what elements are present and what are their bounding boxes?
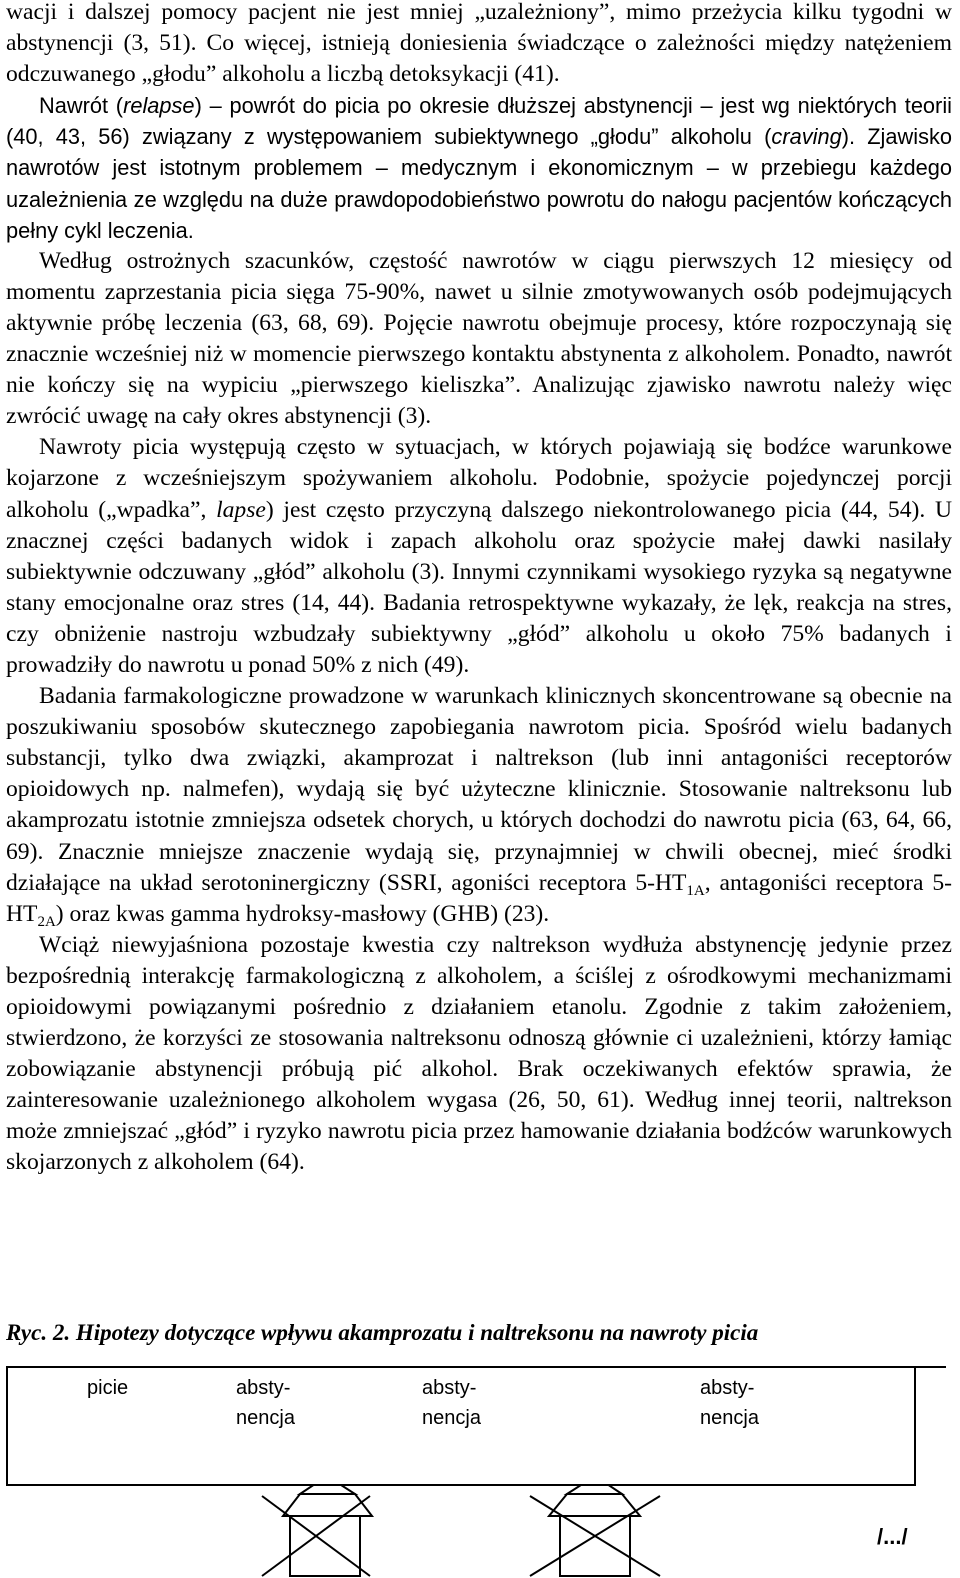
figure-caption: Ryc. 2. Hipotezy dotyczące wpływu akamprozatu i naltreksonu na nawroty picia bbox=[6, 1320, 759, 1345]
figure-label-abstinence-3: absty- nencja bbox=[700, 1377, 759, 1429]
text-run: wacji i dalszej pomocy pacjent nie jest mniej „uzależniony”, mimo przeżycia kilku tygodni w abstynencji (3, 51). Co więcej, istnieją doniesienia świadczące o zależności między natężeniem odczuwanego „głodu” alkoholu a liczbą detoksykacji (41). bbox=[6, 0, 952, 88]
paragraph bbox=[6, 432, 952, 681]
paragraph bbox=[6, 0, 952, 90]
text-run: ). Zjawisko nawrotów jest istotnym problemem – medycznym i ekonomicznym – w przebiegu każdego uzależnienia ze względu na duże prawdopodobieństwo powrotu do nałogu pacjentów kończących pełny cykl leczenia. bbox=[6, 124, 952, 243]
subscript: 2A bbox=[37, 913, 56, 930]
paragraph bbox=[6, 681, 952, 930]
subscript: 1A bbox=[686, 882, 705, 899]
text-run: , antagoniści receptora 5-HT bbox=[6, 869, 952, 927]
text-run: ) jest często przyczyną dalszego niekontrolowanego picia (44, 54). U znacznej części badanych widok i zapach alkoholu oraz spożycie małej dawki nasilały subiektywnie odczuwany „głód” alkoholu (3). Innymi czynnikami wysokiego ryzyka są negatywne stany emocjonalne oraz stres (14, 44). Badania retrospektywne wykazały, że lęk, reakcja na stres, czy obniżenie nastroju wzbudzały subiektywny „głód” alkoholu u około 75% badanych i prowadziły do nawrotu u ponad 50% z nich (49). bbox=[6, 496, 953, 678]
italic-term: lapse bbox=[216, 496, 266, 523]
text-run: Wciąż niewyjaśniona pozostaje kwestia czy naltrekson wydłuża abstynencję jedynie przez bezpośrednią interakcję farmakologiczną z alkoholem, a ściślej z ośrodkowymi mechanizmami opioidowymi powiązanymi pośrednio z działaniem etanolu. Zgodnie z takim założeniem, stwierdzono, że korzyści ze stosowania naltreksonu odnoszą głównie ci uzależnieni, którzy łamiąc zobowiązanie abstynencji próbują pić alkohol. Brak oczekiwanych efektów sprawia, że zainteresowanie uzależnionego alkoholem wygasa (26, 50, 61). Według innej teorii, naltrekson może zmniejszać „głód” i ryzyko nawrotu picia przez hamowanie działania bodźców warunkowych skojarzonych z alkoholem (64). bbox=[6, 931, 952, 1176]
figure-label-drinking: picie bbox=[87, 1377, 129, 1399]
figure-crossed-arrows bbox=[0, 1486, 960, 1578]
figure-label-abstinence-2: absty- nencja bbox=[422, 1377, 481, 1429]
text-run: ) oraz kwas gamma hydroksy-masłowy (GHB) (23). bbox=[55, 900, 550, 927]
figure-box-open-end bbox=[916, 1366, 946, 1486]
text-run: ) – powrót do picia po okresie dłuższej abstynencji – jest wg niektórych teorii (40, 43, 56) związany z występowaniem subiektywnego „głodu” alkoholu ( bbox=[6, 93, 953, 150]
text-run: Według ostrożnych szacunków, częstość nawrotów w ciągu pierwszych 12 miesięcy od momentu zaprzestania picia sięga 75-90%, nawet u silnie zmotywowanych osób podejmujących aktywnie próbę leczenia (63, 68, 69). Pojęcie nawrotu obejmuje procesy, które rozpoczynają się znacznie wcześniej niż w momencie pierwszego kontaktu abstynenta z alkoholem. Ponadto, nawrót nie kończy się na wypiciu „pierwszego kieliszka”. Analizując zjawisko nawrotu należy więc zwrócić uwagę na cały okres abstynencji (3). bbox=[6, 247, 952, 430]
figure-continuation-mark: /.../ bbox=[877, 1524, 908, 1549]
italic-term: craving bbox=[771, 124, 842, 150]
italic-term: relapse bbox=[123, 93, 195, 119]
crossed-arrow-marker-1 bbox=[262, 1486, 372, 1576]
article-body bbox=[6, 0, 952, 1179]
paragraph bbox=[6, 246, 952, 433]
text-run: Nawrót ( bbox=[39, 93, 124, 119]
text-run: Badania farmakologiczne prowadzone w warunkach klinicznych skoncentrowane są obecnie na poszukiwaniu sposobów skutecznego zapobiegania nawrotom picia. Spośród wielu badanych substancji, tylko dwa związki, akamprozat i naltrekson (lub inni antagoniści receptorów opioidowych np. nalmefen), wydają się być użyteczne klinicznie. Stosowanie naltreksonu lub akamprozatu istotnie zmniejsza odsetek chorych, u których dochodzi do nawrotu picia (63, 64, 66, 69). Znacznie mniejsze znaczenie wydają się, przynajmniej w chwili obecnej, mieć środki działające na układ serotoninergiczny (SSRI, agoniści receptora 5-HT bbox=[6, 683, 952, 896]
paragraph bbox=[6, 90, 952, 245]
crossed-arrow-marker-2 bbox=[530, 1486, 660, 1576]
paragraph bbox=[6, 930, 952, 1179]
figure-label-abstinence-1: absty- nencja bbox=[236, 1377, 295, 1429]
text-run: Nawroty picia występują często w sytuacjach, w których pojawiają się bodźce warunkowe kojarzone z wcześniejszym spożywaniem alkoholu. Podobnie, spożycie pojedynczej porcji alkoholu („wpadka”, bbox=[6, 434, 952, 523]
